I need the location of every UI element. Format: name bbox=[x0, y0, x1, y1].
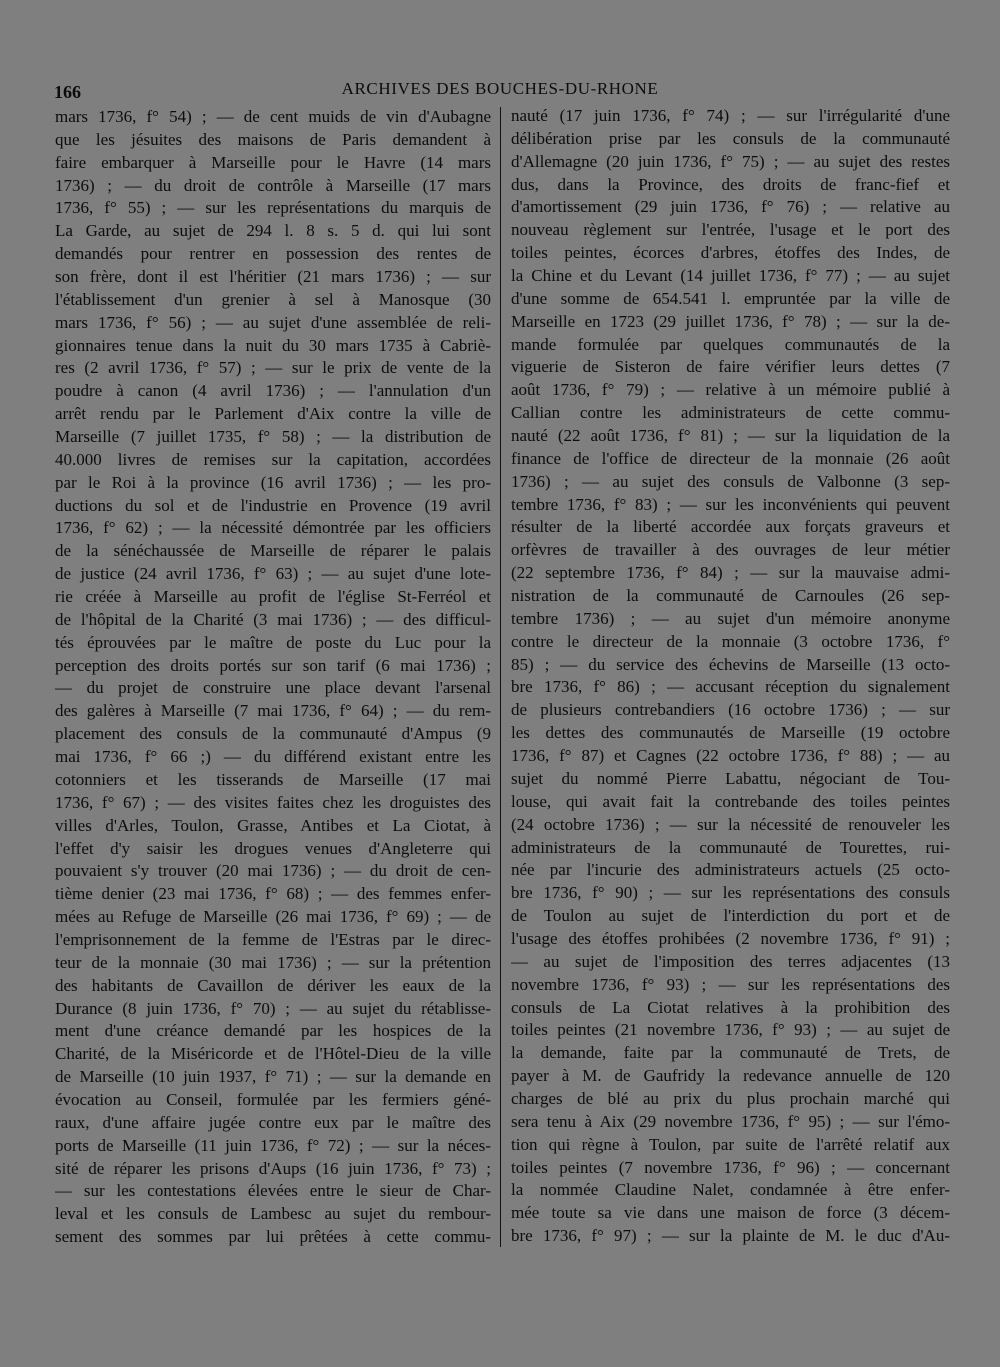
text-line: la Chine et du Levant (14 juillet 1736, f° 77) ; — au sujet bbox=[511, 266, 950, 286]
page-number: 166 bbox=[54, 82, 81, 102]
text-line: ductions du sol et de l'industrie en Provence (19 avril bbox=[55, 495, 491, 515]
text-line: raux, d'une affaire jugée contre eux par le maître des bbox=[55, 1112, 491, 1132]
text-line: sement des sommes par lui prêtées à cette commu- bbox=[55, 1227, 491, 1247]
text-line: payer à M. de Gaufridy la redevance annuelle de 120 bbox=[511, 1066, 950, 1086]
text-line: toiles peintes, écorces d'arbres, étoffes des Indes, de bbox=[511, 243, 950, 263]
column-divider bbox=[500, 107, 501, 1247]
text-line: charges de blé au prix du plus prochain marché qui bbox=[511, 1088, 950, 1108]
text-line: consuls de La Ciotat relatives à la prohibition des bbox=[511, 997, 950, 1017]
text-line: nouveau règlement sur l'entrée, l'usage et le port des bbox=[511, 220, 950, 240]
text-line: villes d'Arles, Toulon, Grasse, Antibes et La Ciotat, à bbox=[55, 815, 491, 835]
text-line: née par l'incurie des administrateurs actuels (25 octo- bbox=[511, 860, 950, 880]
text-line: évocation au Conseil, formulée par les fermiers géné- bbox=[55, 1089, 491, 1109]
text-line: orfèvres de travailler à des ouvrages de leur métier bbox=[511, 540, 950, 560]
text-line: viguerie de Sisteron de faire vérifier leurs dettes (7 bbox=[511, 357, 950, 377]
text-line: — du projet de construire une place devant l'arsenal bbox=[55, 678, 491, 698]
text-line: de Toulon au sujet de l'interdiction du port et de bbox=[511, 906, 950, 926]
text-line: nauté (22 août 1736, f° 81) ; — sur la liquidation de la bbox=[511, 426, 950, 446]
text-line: mées au Refuge de Marseille (26 mai 1736, f° 69) ; — de bbox=[55, 907, 491, 927]
text-line: — au sujet de l'imposition des terres adjacentes (13 bbox=[511, 951, 950, 971]
text-line: placement des consuls de la communauté d'Ampus (9 bbox=[55, 724, 491, 744]
text-line: son frère, dont il est l'héritier (21 mars 1736) ; — sur bbox=[55, 267, 491, 287]
text-line: bre 1736, f° 86) ; — accusant réception du signalement bbox=[511, 677, 950, 697]
text-line: que les jésuites des maisons de Paris demandent à bbox=[55, 129, 491, 149]
text-line: tième denier (23 mai 1736, f° 68) ; — des femmes enfer- bbox=[55, 884, 491, 904]
text-line: d'une somme de 654.541 l. empruntée par la ville de bbox=[511, 288, 950, 308]
text-line: toiles peintes (21 novembre 1736, f° 93) ; — au sujet de bbox=[511, 1020, 950, 1040]
text-line: août 1736, f° 79) ; — relative à un mémoire publié à bbox=[511, 380, 950, 400]
text-line: l'effet d'y saisir les drogues venues d'Angleterre qui bbox=[55, 838, 491, 858]
text-line: des galères à Marseille (7 mai 1736, f° 64) ; — du rem- bbox=[55, 701, 491, 721]
text-line: sité de réparer les prisons d'Aups (16 juin 1736, f° 73) ; bbox=[55, 1158, 491, 1178]
text-line: les dettes des communautés de Marseille (19 octobre bbox=[511, 723, 950, 743]
text-line: sujet du nommé Pierre Labattu, négociant de Tou- bbox=[511, 768, 950, 788]
text-line: Callian contre les administrateurs de cette commu- bbox=[511, 403, 950, 423]
text-line: res (2 avril 1736, f° 57) ; — sur le prix de vente de la bbox=[55, 358, 491, 378]
text-line: novembre 1736, f° 93) ; — sur les représentations des bbox=[511, 974, 950, 994]
text-line: de justice (24 avril 1736, f° 63) ; — au sujet d'une lote- bbox=[55, 564, 491, 584]
text-line: la nommée Claudine Nalet, condamnée à être enfer- bbox=[511, 1180, 950, 1200]
left-column bbox=[55, 106, 491, 1249]
text-line: bre 1736, f° 97) ; — sur la plainte de M. le duc d'Au- bbox=[511, 1226, 950, 1246]
text-line: 40.000 livres de remises sur la capitation, accordées bbox=[55, 449, 491, 469]
text-line: Charité, de la Miséricorde et de l'Hôtel-Dieu de la ville bbox=[55, 1044, 491, 1064]
text-line: 1736) ; — du droit de contrôle à Marseille (17 mars bbox=[55, 175, 491, 195]
running-title: ARCHIVES DES BOUCHES-DU-RHONE bbox=[341, 79, 659, 98]
text-line: leval et les consuls de Lambesc au sujet du rembour- bbox=[55, 1204, 491, 1224]
text-line: 1736, f° 55) ; — sur les représentations du marquis de bbox=[55, 198, 491, 218]
right-column bbox=[511, 105, 950, 1248]
text-line: La Garde, au sujet de 294 l. 8 s. 5 d. qui lui sont bbox=[55, 221, 491, 241]
text-line: 1736, f° 62) ; — la nécessité démontrée par les officiers bbox=[55, 518, 491, 538]
text-line: ports de Marseille (11 juin 1736, f° 72) ; — sur la néces- bbox=[55, 1135, 491, 1155]
text-line: sera tenu à Aix (29 novembre 1736, f° 95) ; — sur l'émo- bbox=[511, 1111, 950, 1131]
text-line: d'amortissement (29 juin 1736, f° 76) ; — relative au bbox=[511, 197, 950, 217]
text-line: mande formulée par quelques communautés de la bbox=[511, 334, 950, 354]
text-line: dus, dans la Province, des droits de franc-fief et bbox=[511, 174, 950, 194]
text-line: finance de l'office de directeur de la monnaie (26 août bbox=[511, 448, 950, 468]
text-line: tés éprouvées par le maître de poste du Luc pour la bbox=[55, 632, 491, 652]
text-line: teur de la monnaie (30 mai 1736) ; — sur la prétention bbox=[55, 952, 491, 972]
text-line: gionnaires tenue dans la nuit du 30 mars 1735 à Cabriè- bbox=[55, 335, 491, 355]
text-line: nauté (17 juin 1736, f° 74) ; — sur l'irrégularité d'une bbox=[511, 106, 950, 125]
text-line: — sur les contestations élevées entre le sieur de Char- bbox=[55, 1181, 491, 1201]
text-line: d'Allemagne (20 juin 1736, f° 75) ; — au sujet des restes bbox=[511, 151, 950, 171]
text-line: mars 1736, f° 56) ; — au sujet d'une assemblée de reli- bbox=[55, 312, 491, 332]
text-line: la demande, faite par la communauté de Trets, de bbox=[511, 1043, 950, 1063]
text-line: mai 1736, f° 66 ;) — du différend existant entre les bbox=[55, 747, 491, 767]
text-line: 1736, f° 67) ; — des visites faites chez les droguistes des bbox=[55, 792, 491, 812]
text-line: rie créée à Marseille au profit de l'église St-Ferréol et bbox=[55, 587, 491, 607]
text-line: résulter de la liberté accordée aux forçats graveurs et bbox=[511, 517, 950, 537]
text-line: délibération prise par les consuls de la communauté bbox=[511, 128, 950, 148]
text-line: bre 1736, f° 90) ; — sur les représentations des consuls bbox=[511, 883, 950, 903]
text-line: arrêt rendu par le Parlement d'Aix contre la ville de bbox=[55, 404, 491, 424]
text-line: tion qui règne à Toulon, par suite de l'arrêté relatif aux bbox=[511, 1134, 950, 1154]
text-line: l'établissement d'un grenier à sel à Manosque (30 bbox=[55, 289, 491, 309]
text-line: contre le directeur de la monnaie (3 octobre 1736, f° bbox=[511, 631, 950, 651]
text-line: par le Roi à la province (16 avril 1736) ; — les pro- bbox=[55, 472, 491, 492]
text-line: mars 1736, f° 54) ; — de cent muids de vin d'Aubagne bbox=[55, 107, 491, 126]
text-line: perception des droits portés sur son tarif (6 mai 1736) ; bbox=[55, 655, 491, 675]
text-line: 85) ; — du service des échevins de Marseille (13 octo- bbox=[511, 654, 950, 674]
text-line: faire embarquer à Marseille pour le Havre (14 mars bbox=[55, 152, 491, 172]
text-line: de l'hôpital de la Charité (3 mai 1736) ; — des difficul- bbox=[55, 609, 491, 629]
text-line: (24 octobre 1736) ; — sur la nécessité de renouveler les bbox=[511, 814, 950, 834]
text-line: demandés pour rentrer en possession des rentes de bbox=[55, 244, 491, 264]
text-line: tembre 1736) ; — au sujet d'un mémoire anonyme bbox=[511, 608, 950, 628]
text-line: Marseille (7 juillet 1735, f° 58) ; — la distribution de bbox=[55, 427, 491, 447]
text-line: des habitants de Cavaillon de dériver les eaux de la bbox=[55, 975, 491, 995]
text-line: louse, qui avait fait la contrebande des toiles peintes bbox=[511, 791, 950, 811]
text-line: poudre à canon (4 avril 1736) ; — l'annulation d'un bbox=[55, 381, 491, 401]
text-line: tembre 1736, f° 83) ; — sur les inconvénients qui peuvent bbox=[511, 494, 950, 514]
text-line: Marseille en 1723 (29 juillet 1736, f° 78) ; — sur la de- bbox=[511, 311, 950, 331]
text-line: ment d'une créance demandé par les hospices de la bbox=[55, 1021, 491, 1041]
text-line: l'emprisonnement de la femme de l'Estras par le direc- bbox=[55, 929, 491, 949]
text-line: de la sénéchaussée de Marseille de réparer le palais bbox=[55, 541, 491, 561]
text-line: de Marseille (10 juin 1937, f° 71) ; — sur la demande en bbox=[55, 1067, 491, 1087]
text-line: pouvaient s'y trouver (20 mai 1736) ; — du droit de cen- bbox=[55, 861, 491, 881]
text-line: cotonniers et les tisserands de Marseille (17 mai bbox=[55, 769, 491, 789]
text-line: toiles peintes (7 novembre 1736, f° 96) ; — concernant bbox=[511, 1157, 950, 1177]
text-line: administrateurs de la communauté de Tourettes, rui- bbox=[511, 837, 950, 857]
text-line: 1736) ; — au sujet des consuls de Valbonne (3 sep- bbox=[511, 471, 950, 491]
text-line: nistration de la communauté de Carnoules (26 sep- bbox=[511, 586, 950, 606]
text-line: Durance (8 juin 1736, f° 70) ; — au sujet du rétablisse- bbox=[55, 998, 491, 1018]
text-line: (22 septembre 1736, f° 84) ; — sur la mauvaise admi- bbox=[511, 563, 950, 583]
text-line: l'usage des étoffes prohibées (2 novembre 1736, f° 91) ; bbox=[511, 928, 950, 948]
text-line: 1736, f° 87) et Cagnes (22 octobre 1736, f° 88) ; — au bbox=[511, 746, 950, 766]
text-line: mée toute sa vie dans une maison de force (3 décem- bbox=[511, 1203, 950, 1223]
text-line: de plusieurs contrebandiers (16 octobre 1736) ; — sur bbox=[511, 700, 950, 720]
